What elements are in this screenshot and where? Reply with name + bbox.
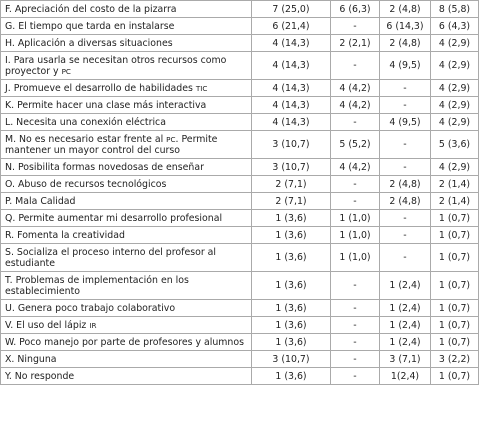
table-cell: - [380,244,431,272]
table-cell: 8 (5,8) [431,1,479,18]
row-label: X. Ninguna [5,353,57,365]
table-cell: - [331,300,380,317]
row-label: O. Abuso de recursos tecnológicos [5,178,167,190]
table-cell: 7 (25,0) [252,1,331,18]
row-label-cell [1,351,252,368]
table-cell: - [331,368,380,385]
table-body [1,1,479,385]
table-cell: 3 (10,7) [252,131,331,159]
table-cell: 5 (5,2) [331,131,380,159]
table-cell: 4 (4,2) [331,97,380,114]
row-label-cell [1,18,252,35]
table-cell: - [331,351,380,368]
table-row [1,52,479,80]
table-cell: 4 (2,9) [431,159,479,176]
row-label: I. Para usarla se necesitan otros recursos como proyector y [5,54,227,77]
table-cell: - [331,52,380,80]
table-cell: 4 (2,9) [431,52,479,80]
table-cell: - [331,18,380,35]
table-cell: 4 (2,9) [431,80,479,97]
row-label-cell [1,97,252,114]
table-cell: - [380,97,431,114]
table-cell: - [331,317,380,334]
table-row [1,193,479,210]
row-label: Q. Permite aumentar mi desarrollo profesional [5,212,223,224]
table-row [1,368,479,385]
row-label: W. Poco manejo por parte de profesores y alumnos [5,336,244,348]
table-cell: 4 (14,3) [252,35,331,52]
table-cell: 4 (4,2) [331,80,380,97]
table-cell: 1 (0,7) [431,244,479,272]
table-cell: 4 (9,5) [380,52,431,80]
table-cell: 1 (0,7) [431,368,479,385]
table-cell: - [380,210,431,227]
table-cell: - [331,272,380,300]
row-label-cell [1,244,252,272]
table-cell: 1 (2,4) [380,317,431,334]
table-row [1,80,479,97]
row-label: T. Problemas de implementación en los establecimiento [5,274,189,297]
table-cell: 1 (3,6) [252,227,331,244]
table-row [1,131,479,159]
row-label-cell [1,1,252,18]
table-cell: 1 (2,4) [380,300,431,317]
table-cell: 1 (1,0) [331,210,380,227]
table-cell: 1 (2,4) [380,272,431,300]
table-cell: - [380,159,431,176]
table-cell: 6 (4,3) [431,18,479,35]
row-label-cell [1,368,252,385]
table-cell: 1 (3,6) [252,210,331,227]
row-label-cell [1,227,252,244]
row-label: H. Aplicación a diversas situaciones [5,37,173,49]
table-row [1,176,479,193]
table-cell: - [380,227,431,244]
table-row [1,300,479,317]
row-label-cell [1,131,252,159]
table-cell: - [380,80,431,97]
row-label: R. Fomenta la creatividad [5,229,125,241]
table-cell: 1(2,4) [380,368,431,385]
row-label: J. Promueve el desarrollo de habilidades [5,82,193,94]
table-cell: - [331,334,380,351]
table-cell: 1 (3,6) [252,368,331,385]
table-row [1,114,479,131]
row-label: Y. No responde [5,370,75,382]
row-label: P. Mala Calidad [5,195,76,207]
row-label-cell [1,272,252,300]
table-cell: 3 (10,7) [252,159,331,176]
table-cell: 1 (3,6) [252,334,331,351]
table-cell: 4 (14,3) [252,97,331,114]
table-cell: 6 (6,3) [331,1,380,18]
row-label-cell [1,334,252,351]
table-row [1,317,479,334]
table-cell: 1 (1,0) [331,244,380,272]
table-cell: 2 (4,8) [380,1,431,18]
row-label-cell [1,159,252,176]
table-cell: 2 (1,4) [431,193,479,210]
row-label: S. Socializa el proceso interno del profesor al estudiante [5,246,217,269]
table-row [1,351,479,368]
table-cell: 5 (3,6) [431,131,479,159]
row-label-abbrev: PC [166,134,176,144]
table-cell: 1 (3,6) [252,317,331,334]
row-label-cell [1,35,252,52]
table-cell: 2 (4,8) [380,35,431,52]
table-cell: 2 (7,1) [252,176,331,193]
table-cell: 2 (4,8) [380,176,431,193]
table-cell: 1 (2,4) [380,334,431,351]
row-label-cell [1,317,252,334]
table-cell: 1 (0,7) [431,317,479,334]
row-label-cell [1,176,252,193]
table-cell: - [331,193,380,210]
row-label-cell [1,52,252,80]
table-cell: 2 (7,1) [252,193,331,210]
row-label-cell [1,193,252,210]
table-cell: 3 (2,2) [431,351,479,368]
table-row [1,244,479,272]
table-row [1,227,479,244]
table-row [1,159,479,176]
table-row [1,97,479,114]
table-row [1,35,479,52]
row-label: V. El uso del lápiz [5,319,87,331]
table-cell: - [380,131,431,159]
table-cell: 1 (0,7) [431,227,479,244]
table-cell: 1 (3,6) [252,272,331,300]
table-cell: 4 (2,9) [431,97,479,114]
table-cell: 4 (4,2) [331,159,380,176]
row-label-abbrev: TIC [195,83,208,93]
row-label-cell [1,114,252,131]
table-cell: 3 (10,7) [252,351,331,368]
row-label: K. Permite hacer una clase más interactiva [5,99,207,111]
row-label-cell [1,80,252,97]
row-label-cell [1,300,252,317]
table-cell: 2 (2,1) [331,35,380,52]
table-cell: 6 (21,4) [252,18,331,35]
table-cell: 1 (0,7) [431,334,479,351]
table-cell: 4 (2,9) [431,114,479,131]
table-cell: 4 (14,3) [252,80,331,97]
row-label: U. Genera poco trabajo colaborativo [5,302,176,314]
row-label: N. Posibilita formas novedosas de enseñar [5,161,204,173]
row-label-abbrev: IR [89,320,97,330]
row-label: M. No es necesario estar frente al [5,133,164,145]
table-cell: - [331,114,380,131]
table-row [1,334,479,351]
table-cell: 4 (2,9) [431,35,479,52]
table-row [1,1,479,18]
table-row [1,18,479,35]
row-label-tail: . Permite mantener un mayor control del curso [5,133,218,156]
table-cell: 2 (4,8) [380,193,431,210]
table-cell: 1 (1,0) [331,227,380,244]
row-label: L. Necesita una conexión eléctrica [5,116,166,128]
table-row [1,272,479,300]
table-cell: 1 (0,7) [431,272,479,300]
table-cell: 2 (1,4) [431,176,479,193]
row-label-cell [1,210,252,227]
table-cell: 1 (3,6) [252,300,331,317]
table-cell: 1 (3,6) [252,244,331,272]
table-cell: 4 (14,3) [252,114,331,131]
table-row [1,210,479,227]
table-cell: 4 (14,3) [252,52,331,80]
table-cell: 6 (14,3) [380,18,431,35]
table-cell: 4 (9,5) [380,114,431,131]
row-label: F. Apreciación del costo de la pizarra [5,3,177,15]
table-cell: 3 (7,1) [380,351,431,368]
table-cell: 1 (0,7) [431,300,479,317]
row-label: G. El tiempo que tarda en instalarse [5,20,175,32]
table-cell: 1 (0,7) [431,210,479,227]
table-cell: - [331,176,380,193]
row-label-abbrev: PC [61,67,71,76]
